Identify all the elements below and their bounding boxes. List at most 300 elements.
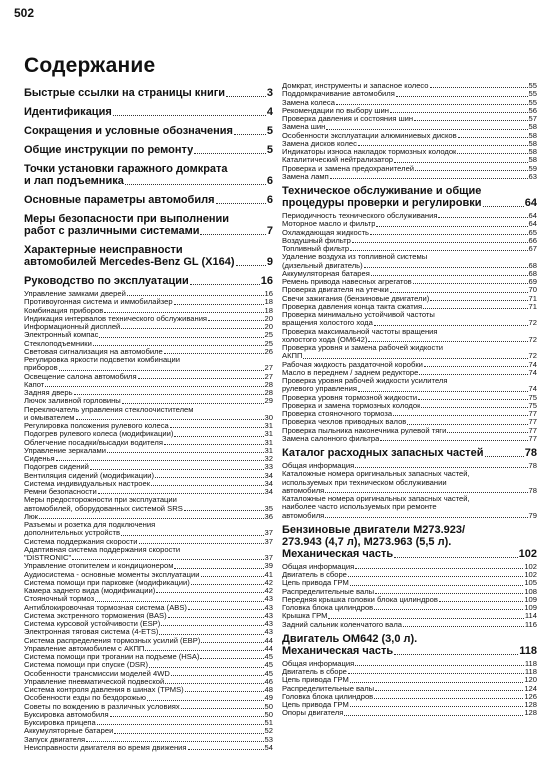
toc-entry-row — [24, 653, 273, 661]
dot-leader — [122, 403, 264, 404]
dot-leader — [99, 337, 263, 338]
toc-entry[interactable] — [24, 579, 273, 587]
toc-entry-page: 18 — [264, 297, 273, 307]
toc-entry[interactable] — [282, 470, 537, 495]
toc-entry[interactable] — [282, 220, 537, 228]
dot-leader — [185, 691, 264, 692]
toc-entry[interactable] — [24, 298, 273, 306]
toc-entry-row — [24, 455, 273, 463]
toc-entry-title: Каталог расходных запасных частей — [282, 447, 484, 459]
toc-entry-page: 72 — [528, 318, 537, 328]
toc-entry[interactable] — [282, 701, 537, 709]
toc-entry-title: Рабочая жидкость раздаточной коробки — [282, 360, 423, 369]
toc-entry[interactable] — [282, 344, 537, 361]
toc-main-entries — [24, 87, 273, 156]
toc-entry-title: Распределительные валы — [282, 684, 375, 693]
toc-entry-title: вращения холостого хода — [282, 319, 373, 328]
toc-entry[interactable] — [24, 430, 273, 438]
toc-entry-row — [282, 220, 537, 228]
toc-entry[interactable] — [24, 163, 273, 187]
toc-entry-page: 120 — [524, 675, 537, 685]
toc-entry-row — [282, 410, 537, 418]
toc-entry[interactable] — [24, 290, 273, 298]
toc-entry[interactable] — [24, 653, 273, 661]
toc-entry[interactable] — [24, 275, 273, 287]
toc-entry-page: 35 — [264, 503, 273, 513]
toc-entry-row — [282, 123, 537, 131]
toc-entry-page: 52 — [264, 726, 273, 736]
toc-entry-title: Система помощи при спуске (DSR) — [24, 661, 149, 670]
dot-leader — [164, 444, 264, 445]
toc-entry[interactable] — [24, 439, 273, 447]
toc-entry-row — [24, 348, 273, 356]
toc-entry[interactable] — [24, 727, 273, 735]
toc-entry[interactable] — [24, 106, 273, 118]
dot-leader — [439, 601, 523, 602]
toc-entry[interactable] — [24, 307, 273, 315]
toc-entry[interactable] — [282, 402, 537, 410]
toc-multiline-entries — [24, 163, 273, 268]
toc-entry-row — [24, 711, 273, 719]
dot-leader — [74, 394, 264, 395]
toc-entry[interactable] — [24, 213, 273, 237]
toc-entry-row — [282, 140, 537, 148]
toc-entry-page: 64 — [528, 211, 537, 220]
dot-leader — [95, 601, 263, 602]
dot-leader — [438, 217, 527, 218]
toc-entry-title: Система курсовой устойчивости (ESP) — [24, 620, 161, 628]
toc-entry-title: Механическая часть — [282, 547, 394, 560]
toc-entry-row — [282, 588, 537, 596]
dot-leader — [414, 120, 527, 121]
dot-leader — [165, 683, 263, 684]
toc-entry[interactable] — [24, 323, 273, 331]
dot-leader — [110, 716, 264, 717]
toc-entry-title: Противоугонная система и иммобилайзер — [24, 298, 173, 307]
dot-leader — [107, 452, 264, 453]
dot-leader — [350, 706, 524, 707]
toc-entry-row — [282, 621, 537, 629]
toc-entry[interactable] — [282, 394, 537, 402]
toc-entry[interactable] — [282, 286, 537, 294]
toc-item-list — [282, 82, 537, 181]
toc-entry[interactable] — [282, 633, 537, 657]
toc-entry-page: 118 — [524, 667, 537, 676]
toc-entry-page: 37 — [264, 528, 273, 538]
toc-entry-row — [24, 422, 273, 430]
toc-entry[interactable] — [24, 496, 273, 513]
toc-entry-title: Двигатель в сборе — [282, 571, 347, 579]
toc-entry[interactable] — [24, 315, 273, 323]
toc-entry-title: Система распределения тормозных усилий (EBP) — [24, 636, 201, 645]
toc-entry-row — [282, 435, 537, 443]
toc-entry[interactable] — [24, 125, 273, 137]
toc-entry[interactable] — [282, 165, 537, 173]
toc-entry-row — [282, 612, 537, 620]
toc-entry-page: 4 — [266, 106, 273, 118]
toc-entry-row — [24, 703, 273, 711]
toc-entry-line: Бензиновые двигатели M273.923/ — [282, 523, 466, 536]
toc-entry-row — [282, 645, 537, 657]
toc-entry[interactable] — [24, 628, 273, 636]
dot-leader — [174, 304, 264, 305]
toc-entry[interactable] — [282, 115, 537, 123]
toc-entry[interactable] — [282, 245, 537, 253]
toc-entry-row — [282, 352, 537, 360]
toc-entry[interactable] — [282, 693, 537, 701]
toc-entry-title: "DISTRONIC" — [24, 554, 72, 562]
toc-entry[interactable] — [24, 571, 273, 579]
toc-entry[interactable] — [282, 588, 537, 596]
toc-entry-title: Аккумуляторная батарея — [282, 269, 370, 278]
toc-entry-page: 116 — [524, 619, 537, 629]
toc-entry[interactable] — [24, 472, 273, 480]
toc-entry-page: 56 — [528, 105, 537, 115]
toc-entry[interactable] — [24, 373, 273, 381]
toc-entry[interactable] — [282, 660, 537, 668]
toc-entry-line: Характерные неисправности — [24, 244, 183, 256]
toc-entry-title: Воздушный фильтр — [282, 236, 351, 245]
toc-entry-row — [24, 694, 273, 702]
toc-entry[interactable] — [24, 604, 273, 612]
toc-entry[interactable] — [24, 587, 273, 595]
dot-leader — [139, 543, 264, 544]
toc-entry-row — [24, 637, 273, 645]
dot-leader — [325, 517, 527, 518]
toc-entry-row — [282, 278, 537, 286]
toc-entry-page: 72 — [528, 334, 537, 344]
dot-leader — [159, 634, 263, 635]
toc-entry-page: 30 — [264, 412, 273, 422]
toc-entry-page: 71 — [528, 293, 537, 303]
toc-entry-title: Система индивидуальных настроек — [24, 479, 151, 488]
toc-entry[interactable] — [282, 410, 537, 418]
toc-entry[interactable] — [24, 661, 273, 669]
toc-entry-page: 69 — [528, 277, 537, 286]
toc-entry[interactable] — [24, 562, 273, 570]
dot-leader — [375, 690, 523, 691]
toc-entry[interactable] — [24, 637, 273, 645]
toc-entry-row — [24, 225, 273, 237]
toc-entry-page: 31 — [264, 429, 273, 439]
toc-entry[interactable] — [24, 744, 273, 752]
toc-entry-page: 28 — [264, 379, 273, 389]
toc-entry[interactable] — [24, 244, 273, 268]
toc-entry[interactable] — [282, 82, 537, 90]
toc-entry[interactable] — [24, 381, 273, 389]
dot-leader — [348, 576, 523, 577]
dot-leader — [56, 460, 264, 461]
toc-entry-row — [282, 402, 537, 410]
toc-section-heading[interactable] — [282, 524, 537, 560]
toc-entry[interactable] — [24, 513, 273, 521]
toc-entry-line: Удаление воздуха из топливной системы — [282, 253, 428, 262]
toc-entry-row — [282, 369, 537, 377]
toc-entry-page: 51 — [264, 718, 273, 727]
toc-entry-title: Головка блока цилиндров — [282, 692, 374, 701]
toc-entry[interactable] — [282, 90, 537, 98]
toc-entry-title: Крышка ГРМ — [282, 612, 328, 621]
toc-entry[interactable] — [24, 397, 273, 405]
toc-entry[interactable] — [24, 348, 273, 356]
toc-entry-title: Буксировка прицепа — [24, 719, 96, 727]
toc-entry-page: 58 — [528, 130, 537, 140]
toc-entry-title: Камера заднего вида (модификации) — [24, 587, 156, 595]
toc-entry[interactable] — [24, 703, 273, 711]
toc-entry[interactable] — [282, 447, 537, 459]
dot-leader — [86, 741, 263, 742]
toc-entry[interactable] — [282, 418, 537, 426]
toc-entry[interactable] — [282, 524, 537, 560]
toc-entry[interactable] — [282, 495, 537, 520]
toc-entry[interactable] — [24, 620, 273, 628]
toc-entry[interactable] — [24, 595, 273, 603]
toc-entry[interactable] — [282, 237, 537, 245]
toc-entry-title: Проверка и замена предохранителей — [282, 164, 415, 173]
toc-entry-page: 34 — [264, 478, 273, 488]
toc-entry-page: 28 — [264, 388, 273, 397]
toc-entry-title: Система поддержания скорости — [24, 537, 138, 546]
dot-leader — [200, 234, 265, 235]
toc-entry[interactable] — [24, 538, 273, 546]
toc-entry-page: 9 — [266, 256, 273, 268]
toc-entry-title: Домкрат, инструменты и запасное колесо — [282, 82, 429, 90]
toc-entry-title: Сокращения и условные обозначения — [24, 125, 233, 137]
dot-leader — [407, 424, 527, 425]
dot-leader — [396, 96, 528, 97]
toc-entry[interactable] — [282, 253, 537, 270]
dot-leader — [188, 749, 264, 750]
dot-leader — [348, 673, 524, 674]
toc-entry[interactable] — [282, 123, 537, 131]
toc-entry-page: 42 — [264, 586, 273, 595]
toc-entry-page: 43 — [264, 594, 273, 604]
toc-entry-page: 74 — [528, 359, 537, 369]
toc-entry-page: 59 — [528, 163, 537, 173]
toc-entry[interactable] — [24, 340, 273, 348]
toc-entry[interactable] — [24, 488, 273, 496]
toc-entry-row — [24, 645, 273, 653]
toc-entry-title: Масло в переднем / заднем редукторе — [282, 368, 419, 377]
toc-entry[interactable] — [282, 328, 537, 345]
toc-entry[interactable] — [282, 303, 537, 311]
toc-entry-row — [24, 397, 273, 405]
dot-leader — [170, 427, 264, 428]
toc-entry-page: 6 — [266, 175, 273, 187]
toc-entry-page: 70 — [528, 285, 537, 295]
dot-leader — [424, 366, 528, 367]
toc-entry[interactable] — [24, 521, 273, 538]
toc-entry[interactable] — [24, 686, 273, 694]
toc-entry[interactable] — [282, 612, 537, 620]
toc-entry-row — [24, 719, 273, 727]
toc-entry[interactable] — [24, 406, 273, 423]
dot-leader — [113, 115, 266, 116]
toc-entry-title: Управление пневматической подвеской — [24, 677, 165, 686]
toc-entry[interactable] — [282, 132, 537, 140]
toc-section-heading[interactable] — [282, 447, 537, 459]
toc-entry[interactable] — [282, 676, 537, 684]
toc-entry[interactable] — [282, 668, 537, 676]
toc-entry-title: Аудиосистема - основные моменты эксплуатации — [24, 570, 200, 579]
toc-entry-row — [282, 579, 537, 587]
toc-entry[interactable] — [24, 389, 273, 397]
toc-entry[interactable] — [282, 604, 537, 612]
toc-entry-title: Световая сигнализация на автомобиле — [24, 347, 163, 356]
toc-entry-row — [24, 538, 273, 546]
toc-entry-title: Освещение салона автомобиля — [24, 372, 137, 381]
toc-entry[interactable] — [282, 369, 537, 377]
toc-entry-title: рулевого управления — [282, 385, 357, 394]
dot-leader — [330, 178, 528, 179]
toc-entry[interactable] — [24, 455, 273, 463]
toc-entry[interactable] — [282, 462, 537, 470]
toc-entry[interactable] — [24, 447, 273, 455]
toc-entry[interactable] — [24, 711, 273, 719]
toc-entry[interactable] — [24, 463, 273, 471]
toc-entry[interactable] — [24, 480, 273, 488]
toc-entry[interactable] — [24, 736, 273, 744]
toc-entry-page: 25 — [264, 330, 273, 340]
toc-entry[interactable] — [24, 422, 273, 430]
dot-leader — [45, 386, 263, 387]
toc-entry-row — [24, 604, 273, 612]
toc-entry-row — [24, 414, 273, 422]
toc-entry[interactable] — [282, 99, 537, 107]
toc-entry[interactable] — [24, 694, 273, 702]
toc-entry[interactable] — [24, 356, 273, 373]
toc-entry[interactable] — [24, 612, 273, 620]
toc-entry-page: 71 — [528, 301, 537, 311]
toc-entry-page: 7 — [266, 225, 273, 237]
toc-entry-page: 53 — [264, 734, 273, 744]
toc-entry-page: 108 — [524, 586, 537, 596]
toc-entry[interactable] — [282, 377, 537, 394]
dot-leader — [380, 440, 527, 441]
toc-entry[interactable] — [282, 295, 537, 303]
dot-leader — [236, 265, 266, 266]
toc-entry-row — [282, 319, 537, 327]
toc-entry[interactable] — [282, 278, 537, 286]
toc-entry[interactable] — [282, 621, 537, 629]
toc-entry-row — [282, 245, 537, 253]
toc-entry[interactable] — [282, 229, 537, 237]
toc-entry-page: 77 — [528, 433, 537, 443]
toc-entry-title: Электронная тяговая система (4-ETS) — [24, 628, 159, 637]
toc-entry-page: 43 — [264, 602, 273, 612]
toc-entry[interactable] — [24, 678, 273, 686]
toc-entry-row — [24, 340, 273, 348]
toc-entry[interactable] — [24, 87, 273, 99]
toc-section-heading[interactable] — [24, 275, 273, 287]
toc-entry[interactable] — [24, 546, 273, 563]
toc-entry[interactable] — [24, 144, 273, 156]
toc-entry-title: Индикация интервалов технического обслуживания — [24, 314, 208, 323]
toc-entry[interactable] — [282, 427, 537, 435]
toc-entry[interactable] — [282, 435, 537, 443]
toc-entry-title: Замена дисков колес — [282, 139, 357, 148]
toc-entry[interactable] — [282, 173, 537, 181]
toc-entry-line: Переключатель управления стеклоочистителем — [24, 405, 194, 414]
dot-leader — [374, 325, 528, 326]
toc-entry-title: Руководство по эксплуатации — [24, 275, 189, 287]
toc-entry-title: Аккумуляторные батареи — [24, 727, 114, 736]
toc-entry-row — [24, 571, 273, 579]
toc-entry-page: 55 — [528, 89, 537, 99]
toc-entry-row — [24, 736, 273, 744]
toc-right-column — [282, 82, 537, 718]
toc-entry-row — [24, 562, 273, 570]
toc-entry-row — [24, 513, 273, 521]
toc-entry-title: Периодичность технического обслуживания — [282, 212, 438, 220]
toc-entry-page: 43 — [264, 610, 273, 620]
toc-entry[interactable] — [282, 685, 537, 693]
toc-entry-row — [24, 331, 273, 339]
toc-entry[interactable] — [282, 107, 537, 115]
toc-section-heading[interactable] — [282, 185, 537, 209]
toc-entry-page: 20 — [264, 313, 273, 323]
toc-entry[interactable] — [282, 596, 537, 604]
toc-entry[interactable] — [282, 156, 537, 164]
toc-entry[interactable] — [282, 361, 537, 369]
toc-entry-row — [282, 229, 537, 237]
toc-entry-page: 126 — [524, 691, 537, 701]
toc-entry-title: Система помощи при трогании на подъеме (HSA) — [24, 653, 200, 661]
toc-entry-title: Быстрые ссылки на страницы книги — [24, 87, 226, 99]
toc-entry[interactable] — [282, 579, 537, 587]
dot-leader — [358, 391, 528, 392]
toc-entry[interactable] — [24, 331, 273, 339]
toc-entry-title: Подогрев рулевого колеса (модификации) — [24, 430, 174, 439]
toc-entry[interactable] — [24, 645, 273, 653]
toc-entry-row — [282, 262, 537, 270]
dot-leader — [447, 432, 527, 433]
toc-entry-page: 58 — [528, 147, 537, 156]
toc-entry[interactable] — [282, 709, 537, 717]
toc-entry[interactable] — [282, 563, 537, 571]
toc-entry-page: 37 — [264, 553, 273, 562]
toc-entry[interactable] — [282, 571, 537, 579]
toc-entry-line: Точки установки гаражного домкрата — [24, 163, 228, 175]
toc-entry-row — [282, 148, 537, 156]
toc-entry[interactable] — [24, 719, 273, 727]
toc-entry-title: Топливный фильтр — [282, 245, 350, 253]
dot-leader — [190, 284, 260, 285]
toc-entry-page: 27 — [264, 371, 273, 381]
toc-entry-page: 78 — [528, 485, 537, 495]
toc-section-heading[interactable] — [282, 633, 537, 657]
toc-entry[interactable] — [282, 311, 537, 328]
toc-entry-title: Сиденья — [24, 455, 55, 463]
toc-entry[interactable] — [24, 194, 273, 206]
toc-entry[interactable] — [282, 185, 537, 209]
toc-entry-row — [24, 678, 273, 686]
toc-item-list — [282, 462, 537, 520]
toc-entry-title: Индикаторы износа накладок тормозных колодок — [282, 148, 457, 156]
toc-entry-title: Управление замками дверей — [24, 290, 126, 298]
toc-entry[interactable] — [24, 670, 273, 678]
toc-entry[interactable] — [282, 270, 537, 278]
toc-entry-title: Цепь привода ГРМ — [282, 676, 349, 685]
toc-entry[interactable] — [282, 148, 537, 156]
dot-leader — [121, 328, 263, 329]
dot-leader — [191, 584, 264, 585]
toc-entry[interactable] — [282, 140, 537, 148]
toc-entry-page: 32 — [264, 454, 273, 463]
toc-entry-title: процедуры проверки и регулировки — [282, 197, 482, 209]
dot-leader — [138, 378, 264, 379]
toc-entry[interactable] — [282, 212, 537, 220]
